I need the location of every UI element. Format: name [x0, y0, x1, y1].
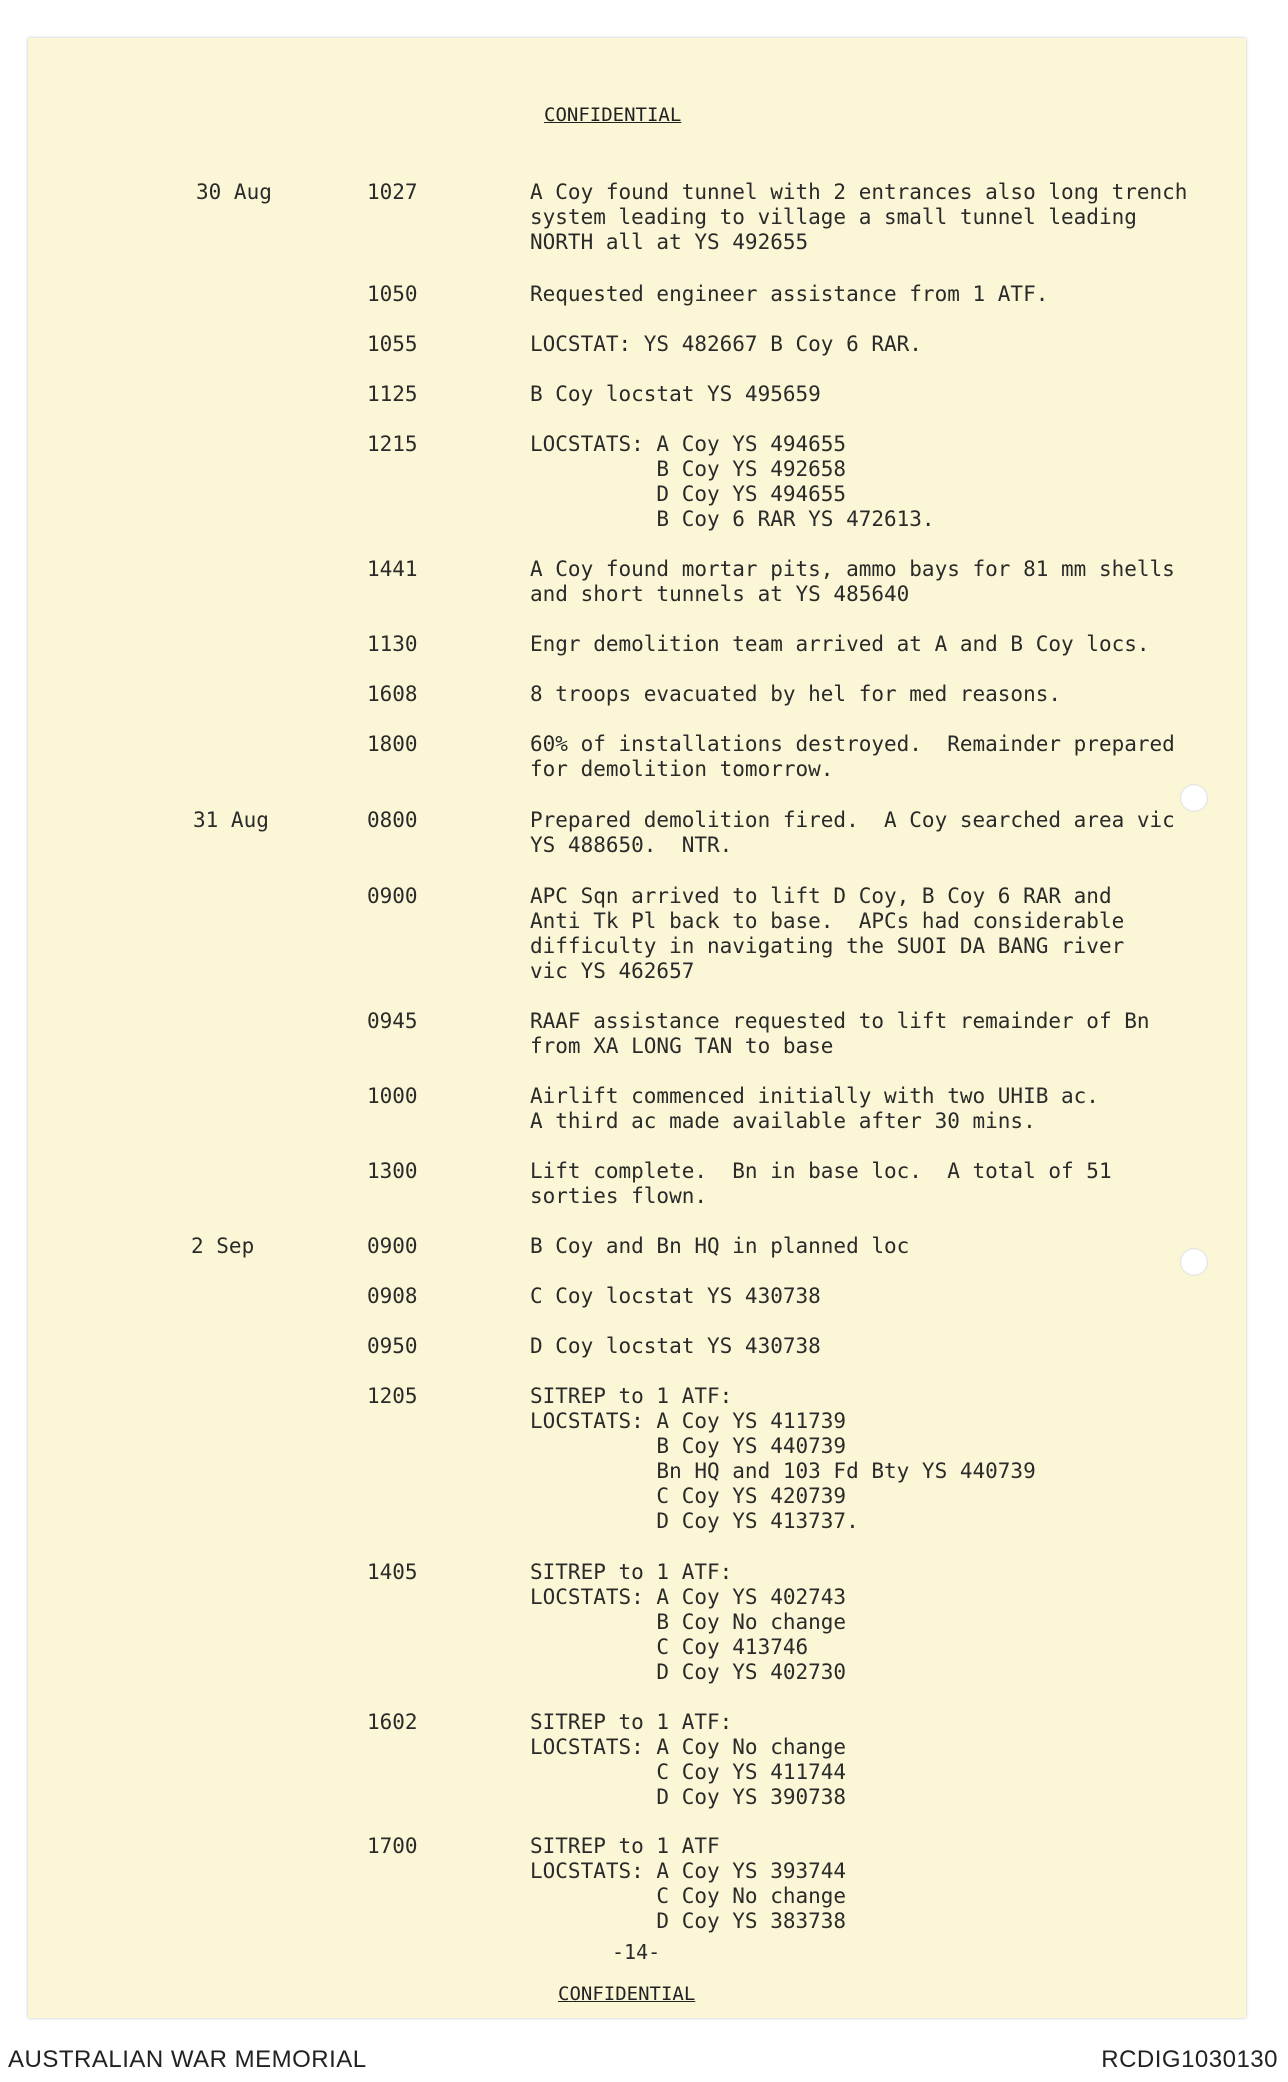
entry-time: 1405: [367, 1560, 418, 1584]
entry-date: 30 Aug: [196, 180, 272, 204]
entry-text-line: Anti Tk Pl back to base. APCs had considerable: [530, 909, 1125, 933]
confidential-footer: CONFIDENTIAL: [558, 1983, 696, 2005]
entry-text-line: D Coy YS 402730: [530, 1660, 847, 1684]
entry-time: 1055: [367, 332, 418, 356]
entry-time: 1215: [367, 432, 418, 456]
entry-time: 1205: [367, 1384, 418, 1408]
entry-time: 1700: [367, 1834, 418, 1858]
entry-text-line: vic YS 462657: [530, 959, 695, 983]
entry-text-line: from XA LONG TAN to base: [530, 1034, 834, 1058]
entry-time: 1125: [367, 382, 418, 406]
entry-text-line: APC Sqn arrived to lift D Coy, B Coy 6 RAR and: [530, 884, 1112, 908]
entry-time: 1800: [367, 732, 418, 756]
confidential-header: CONFIDENTIAL: [544, 104, 682, 126]
entry-text-line: LOCSTAT: YS 482667 B Coy 6 RAR.: [530, 332, 922, 356]
entry-text-line: sorties flown.: [530, 1184, 708, 1208]
entry-text-line: for demolition tomorrow.: [530, 757, 834, 781]
entry-date: 2 Sep: [191, 1234, 255, 1258]
entry-time: 1027: [367, 180, 418, 204]
entry-text-line: Engr demolition team arrived at A and B Coy locs.: [530, 632, 1150, 656]
entry-time: 0900: [367, 1234, 418, 1258]
entry-text-line: D Coy YS 383738: [530, 1909, 847, 1933]
entry-text-line: 60% of installations destroyed. Remainder prepared: [530, 732, 1175, 756]
entry-time: 0945: [367, 1009, 418, 1033]
entry-text-line: B Coy 6 RAR YS 472613.: [530, 507, 935, 531]
entry-text-line: NORTH all at YS 492655: [530, 230, 809, 254]
entry-text-line: C Coy No change: [530, 1884, 847, 1908]
entry-date: 31 Aug: [193, 808, 269, 832]
entry-time: 1602: [367, 1710, 418, 1734]
entry-text-line: SITREP to 1 ATF:: [530, 1710, 733, 1734]
entry-text-line: A Coy found mortar pits, ammo bays for 81 mm shells: [530, 557, 1175, 581]
entry-time: 1441: [367, 557, 418, 581]
entry-time: 1300: [367, 1159, 418, 1183]
entry-text-line: Requested engineer assistance from 1 ATF.: [530, 282, 1049, 306]
entry-text-line: B Coy No change: [530, 1610, 847, 1634]
entry-text-line: A Coy found tunnel with 2 entrances also long trench: [530, 180, 1188, 204]
entry-time: 0800: [367, 808, 418, 832]
entry-time: 0950: [367, 1334, 418, 1358]
entry-text-line: difficulty in navigating the SUOI DA BANG river: [530, 934, 1125, 958]
entry-text-line: 8 troops evacuated by hel for med reasons.: [530, 682, 1062, 706]
archive-credit: AUSTRALIAN WAR MEMORIAL: [8, 2046, 367, 2073]
entry-text-line: C Coy YS 411744: [530, 1760, 847, 1784]
entry-text-line: B Coy and Bn HQ in planned loc: [530, 1234, 910, 1258]
entry-text-line: system leading to village a small tunnel leading: [530, 205, 1137, 229]
entry-time: 1050: [367, 282, 418, 306]
entry-text-line: LOCSTATS: A Coy YS 402743: [530, 1585, 847, 1609]
entry-text-line: Airlift commenced initially with two UHIB ac.: [530, 1084, 1099, 1108]
entry-time: 1130: [367, 632, 418, 656]
entry-text-line: Lift complete. Bn in base loc. A total of 51: [530, 1159, 1112, 1183]
entry-text-line: SITREP to 1 ATF: [530, 1834, 720, 1858]
archive-reference: RCDIG1030130: [1101, 2046, 1278, 2073]
entry-text-line: B Coy YS 492658: [530, 457, 847, 481]
entry-text-line: YS 488650. NTR.: [530, 833, 733, 857]
entry-text-line: LOCSTATS: A Coy No change: [530, 1735, 847, 1759]
page-number: -14-: [612, 1940, 661, 1964]
entry-text-line: C Coy locstat YS 430738: [530, 1284, 821, 1308]
entry-text-line: SITREP to 1 ATF:: [530, 1560, 733, 1584]
entry-text-line: RAAF assistance requested to lift remainder of Bn: [530, 1009, 1150, 1033]
entry-time: 1608: [367, 682, 418, 706]
entry-text-line: Prepared demolition fired. A Coy searched area vic: [530, 808, 1175, 832]
entry-text-line: Bn HQ and 103 Fd Bty YS 440739: [530, 1459, 1036, 1483]
entry-time: 1000: [367, 1084, 418, 1108]
entry-text-line: D Coy locstat YS 430738: [530, 1334, 821, 1358]
entry-text-line: LOCSTATS: A Coy YS 494655: [530, 432, 847, 456]
entry-text-line: C Coy 413746: [530, 1635, 809, 1659]
entry-text-line: LOCSTATS: A Coy YS 411739: [530, 1409, 847, 1433]
entry-text-line: A third ac made available after 30 mins.: [530, 1109, 1036, 1133]
entry-text-line: LOCSTATS: A Coy YS 393744: [530, 1859, 847, 1883]
entry-text-line: D Coy YS 390738: [530, 1785, 847, 1809]
entry-text-line: and short tunnels at YS 485640: [530, 582, 910, 606]
entry-text-line: B Coy locstat YS 495659: [530, 382, 821, 406]
entry-time: 0908: [367, 1284, 418, 1308]
entry-time: 0900: [367, 884, 418, 908]
entry-text-line: D Coy YS 494655: [530, 482, 847, 506]
entry-text-line: D Coy YS 413737.: [530, 1509, 859, 1533]
entry-text-line: B Coy YS 440739: [530, 1434, 847, 1458]
entry-text-line: C Coy YS 420739: [530, 1484, 847, 1508]
entry-text-line: SITREP to 1 ATF:: [530, 1384, 733, 1408]
